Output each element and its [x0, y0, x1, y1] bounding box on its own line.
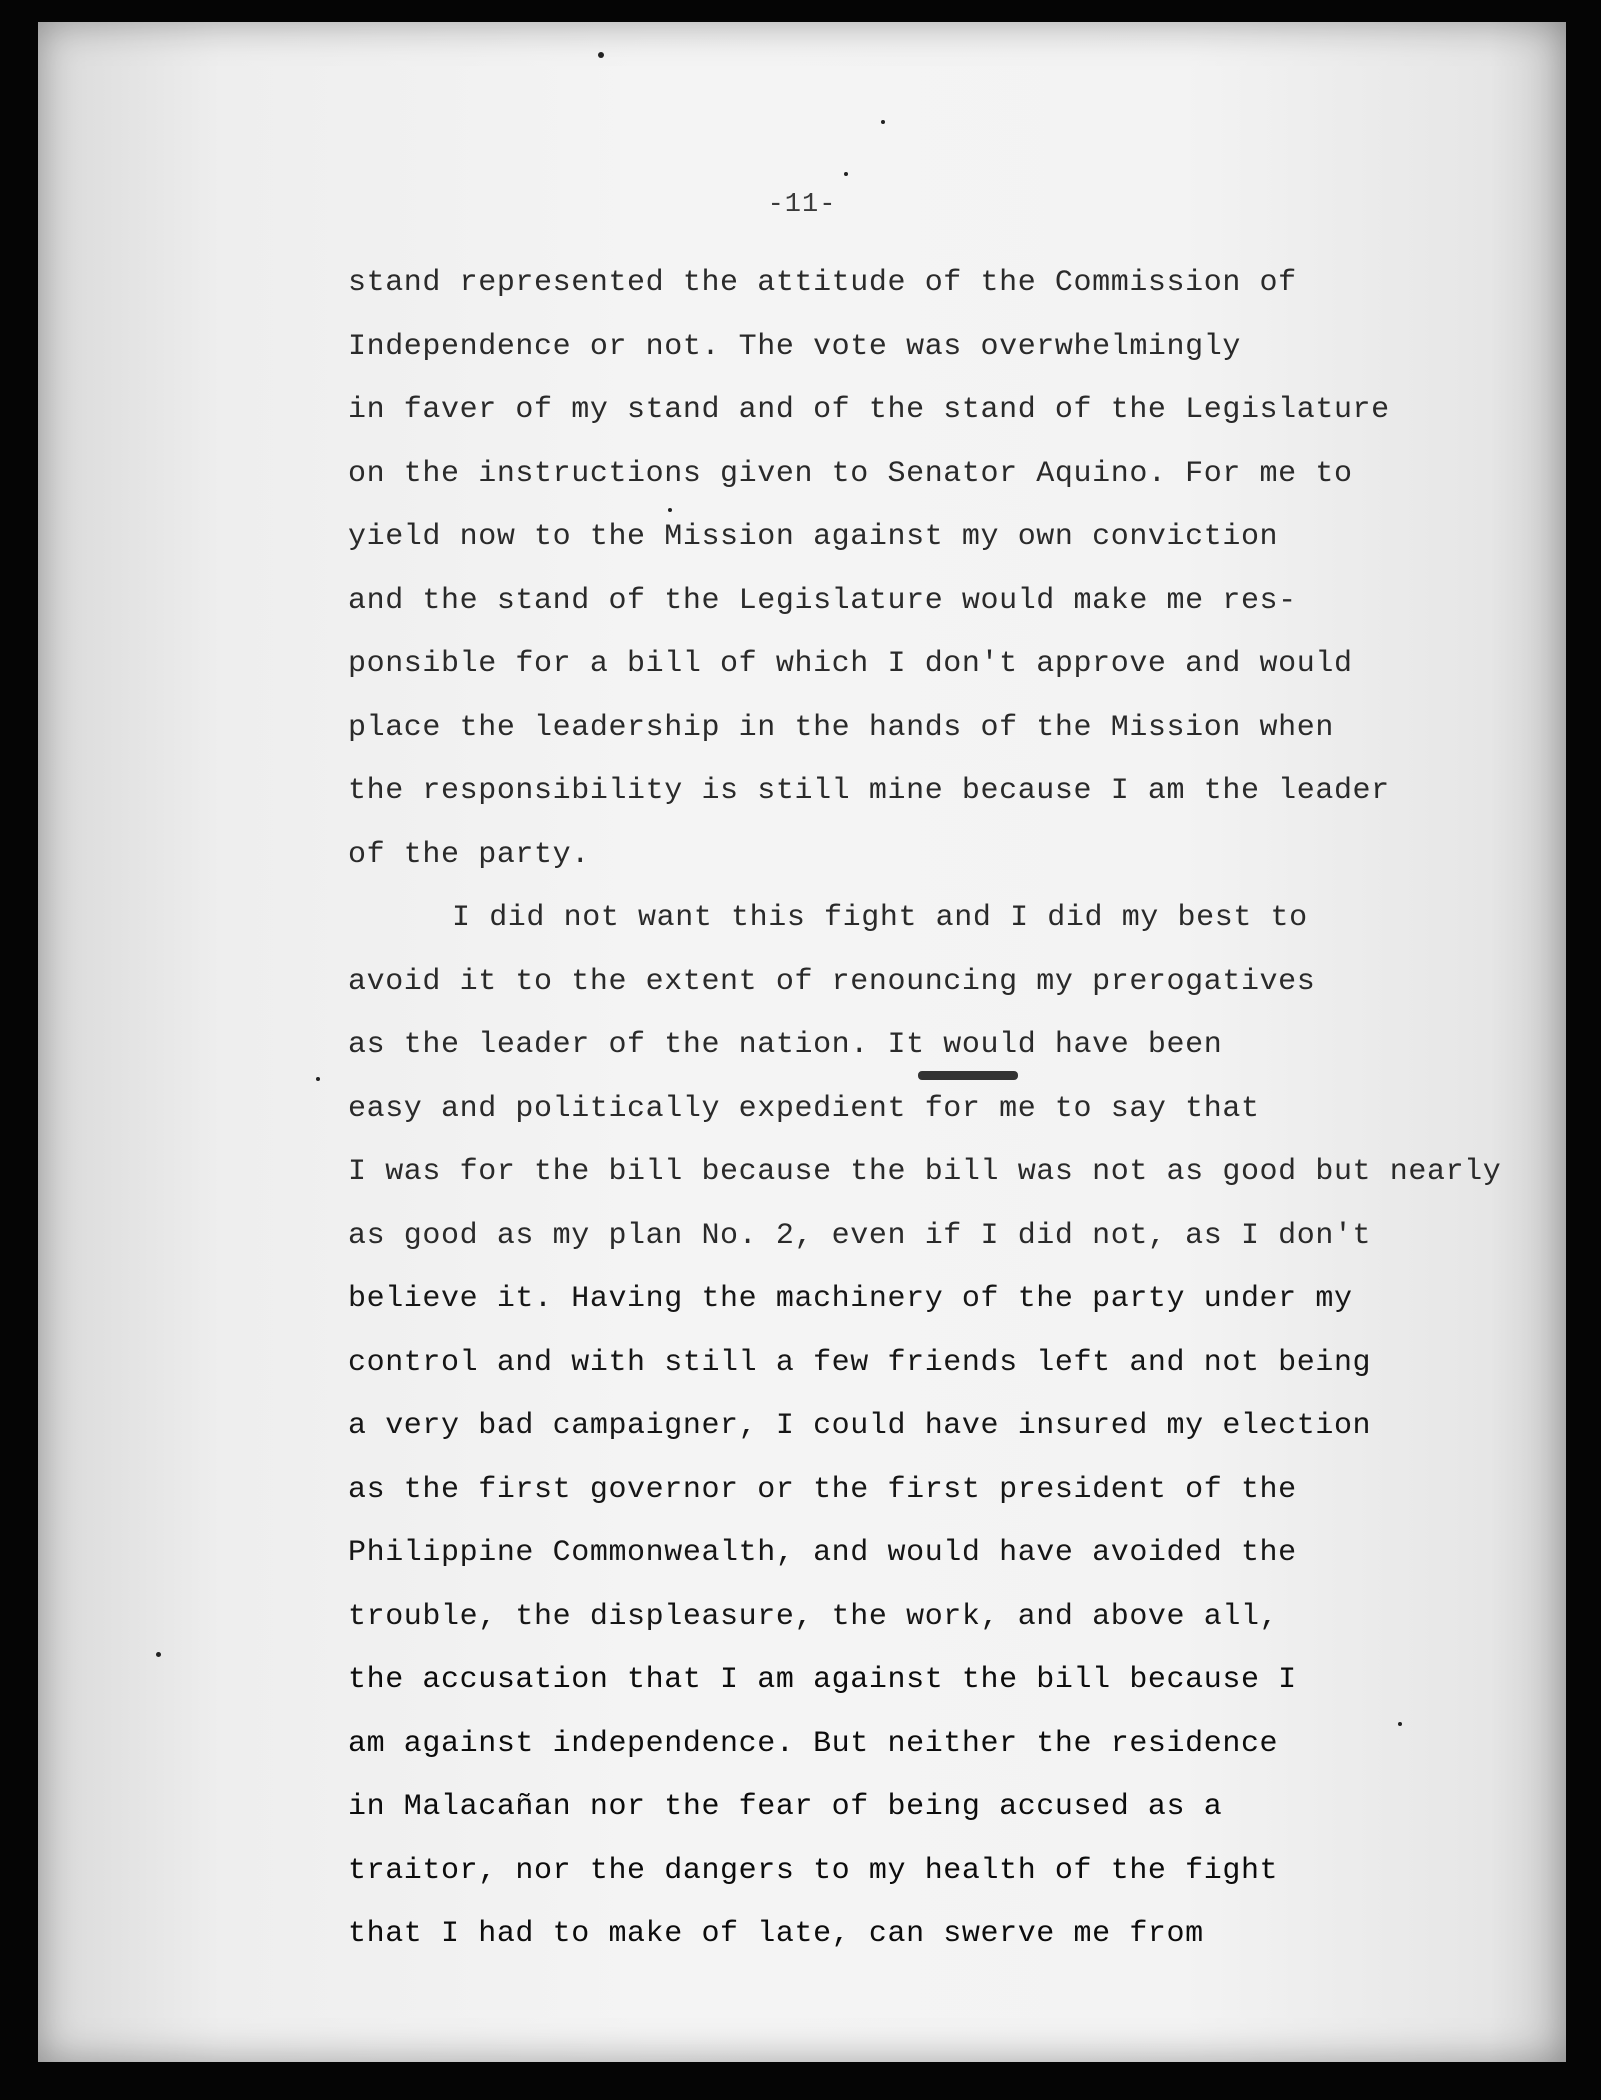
text-line: the accusation that I am against the bill because I	[348, 1663, 1297, 1697]
text-line: I did not want this fight and I did my best to	[452, 901, 1308, 935]
text-line: avoid it to the extent of renouncing my prerogatives	[348, 964, 1316, 999]
text-line: a very bad campaigner, I could have insured my election	[348, 1409, 1372, 1443]
ink-speck	[881, 120, 885, 124]
text-line: in faver of my stand and of the stand of the Legislature	[348, 393, 1390, 427]
document-body	[348, 252, 1508, 1967]
text-line: control and with still a few friends left and not being	[348, 1345, 1372, 1380]
text-line: believe it. Having the machinery of the party under my	[348, 1282, 1353, 1316]
text-line: ponsible for a bill of which I don't approve and would	[348, 647, 1353, 681]
text-line: in Malacañan nor the fear of being accused as a	[348, 1790, 1223, 1824]
ink-speck	[316, 1077, 320, 1081]
text-line: I was for the bill because the bill was not as good but nearly	[348, 1155, 1502, 1189]
text-line: as good as my plan No. 2, even if I did not, as I don't	[348, 1218, 1372, 1253]
ink-speck	[844, 172, 848, 176]
page-number: -11-	[767, 190, 837, 220]
text-line: as the leader of the nation. It would have been	[348, 1028, 1223, 1062]
text-line: place the leadership in the hands of the Mission when	[348, 710, 1334, 745]
ink-speck	[156, 1652, 161, 1657]
document-page	[38, 22, 1566, 2062]
text-line: stand represented the attitude of the Commission of	[348, 266, 1297, 300]
text-line: Independence or not. The vote was overwhelmingly	[348, 329, 1241, 364]
paragraph-2	[348, 887, 1508, 1967]
text-line: trouble, the displeasure, the work, and above all,	[348, 1599, 1279, 1634]
text-line: am against independence. But neither the residence	[348, 1726, 1279, 1761]
text-line: of the party.	[348, 837, 590, 872]
text-line: and the stand of the Legislature would make me res-	[348, 583, 1297, 618]
text-line: the responsibility is still mine because I am the leader	[348, 774, 1390, 808]
paragraph-1	[348, 252, 1508, 887]
text-line: yield now to the Mission against my own conviction	[348, 520, 1279, 554]
text-line: Philippine Commonwealth, and would have avoided the	[348, 1536, 1297, 1570]
typed-correction-blot	[918, 1071, 1018, 1080]
text-line: on the instructions given to Senator Aquino. For me to	[348, 456, 1353, 491]
text-line: traitor, nor the dangers to my health of the fight	[348, 1853, 1279, 1888]
ink-speck	[598, 52, 604, 58]
text-line: easy and politically expedient for me to say that	[348, 1091, 1260, 1126]
text-line: that I had to make of late, can swerve me from	[348, 1917, 1204, 1951]
text-line: as the first governor or the first president of the	[348, 1472, 1297, 1507]
